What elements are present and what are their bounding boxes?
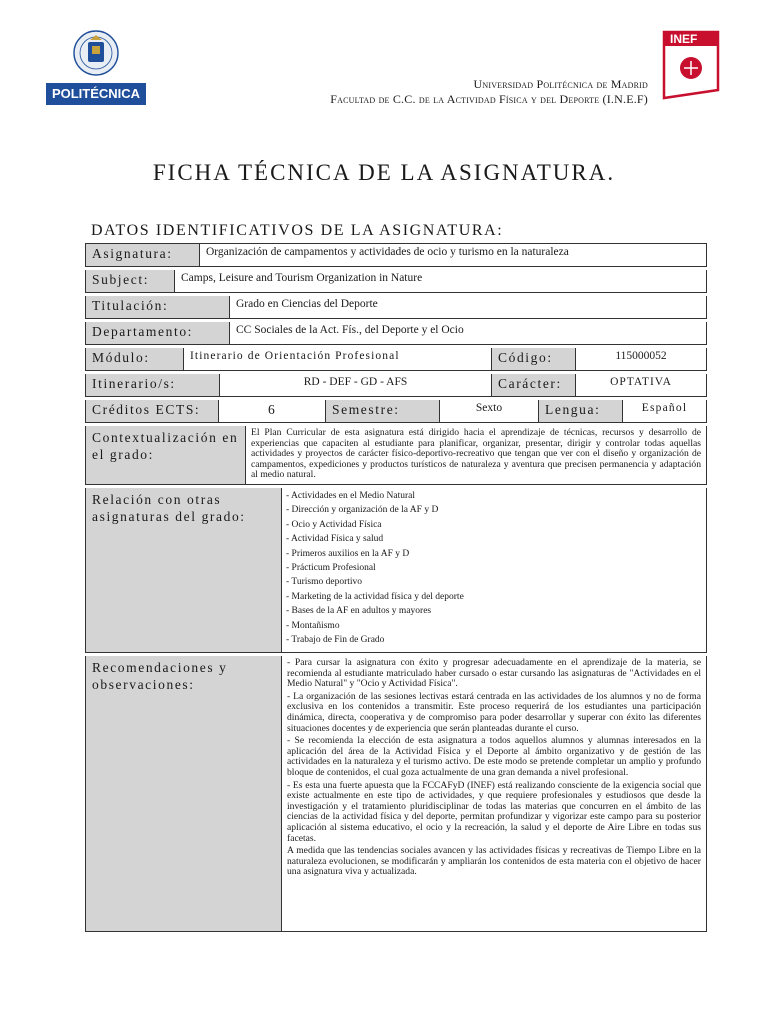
value-itinerario: RD - DEF - GD - AFS [220,374,492,396]
label-codigo: Código: [492,348,576,370]
row-subject [85,270,707,293]
label-creditos: Créditos ECTS: [86,400,219,422]
list-item: - Marketing de la actividad física y del deporte [286,591,464,602]
list-item: - Turismo deportivo [286,577,363,588]
row-itinerario [85,374,707,397]
value-creditos: 6 [219,400,326,422]
upm-logo-band [46,83,146,105]
label-itinerario: Itinerario/s: [86,374,220,396]
list-item: - Ocio y Actividad Física [286,519,382,530]
value-lengua: Español [641,402,688,414]
subject-data-table [85,243,707,935]
label-recomendaciones: Recomendaciones y observaciones: [86,656,282,931]
value-asignatura: Organización de campamentos y actividades de ocio y turismo en la naturaleza [206,246,569,258]
row-relacion [85,488,707,653]
label-relacion: Relación con otras asignaturas del grado: [86,488,282,652]
value-semestre: Sexto [440,400,539,422]
list-item: - Primeros auxilios en la AF y D [286,548,410,559]
recommendations-text [282,656,706,931]
row-contextualizacion [85,426,707,485]
list-item: - Bases de la AF en adultos y mayores [286,606,432,617]
label-asignatura: Asignatura: [86,244,200,266]
recommendation-paragraph: - La organización de las sesiones lectivas estará centrada en las actividades de los alumnos y no de forma exclusiva en los contenidos a transmitir. Este proceso requerirá de los estudiantes una participación dinámica, directa, cooperativa y de compromiso para poder desarrollar y superar con éxito las diferentes situaciones docentes y de experiencia que serán planteadas durante el curso. [287,690,701,734]
label-titulacion: Titulación: [86,296,230,318]
row-modulo [85,348,707,371]
list-item: - Montañismo [286,620,340,631]
section-title: DATOS IDENTIFICATIVOS DE LA ASIGNATURA: [91,222,504,239]
label-caracter: Carácter: [492,374,576,396]
value-titulacion: Grado en Ciencias del Deporte [236,298,378,310]
inef-logo-text: INEF [670,32,698,46]
related-subjects-list [282,488,706,648]
inef-logo [662,30,720,100]
institution-header [330,77,648,107]
list-item: - Trabajo de Fin de Grado [286,635,385,646]
value-departamento: CC Sociales de la Act. Fís., del Deporte y el Ocio [236,324,464,336]
related-subjects-list-container [282,488,706,652]
row-departamento [85,322,707,345]
row-recomendaciones [85,656,707,932]
faculty-name: Facultad de C.C. de la Actividad Física y del Deporte (I.N.E.F) [330,92,648,106]
recommendation-paragraph: - Para cursar la asignatura con éxito y progresar adecuadamente en el aprendizaje de la materia, se recomienda al estudiante matriculado haber cursado o estar cursando las asignaturas de "Actividades en el Medio Natural" y "Ocio y Actividad Física". [287,657,701,690]
label-contextualizacion: Contextualización en el grado: [86,426,246,484]
recommendation-paragraph: - Es esta una fuerte apuesta que la FCCAFyD (INEF) está realizando consciente de la exigencia social que existe actualmente en este tipo de actividades, y que requiere profesionales y estudiosos que desde la investigación y el tratamiento pluridisciplinar de todas las materias que concurren en el ámbito de las ciencias de la actividad física y del deporte, permitan profundizar y vigorizar este campo para su posterior aplicación al sistema educativo, el ocio y la recreación, la salud y el deporte de Aire Libre en todas sus facetas. [287,779,701,844]
upm-logo-text: POLITÉCNICA [51,86,141,101]
university-name: Universidad Politécnica de Madrid [473,77,648,91]
document-title: FICHA TÉCNICA DE LA ASIGNATURA. [152,160,616,185]
list-item: - Dirección y organización de la AF y D [286,505,439,516]
row-titulacion [85,296,707,319]
row-creditos [85,400,707,423]
label-modulo: Módulo: [86,348,184,370]
label-semestre: Semestre: [326,400,440,422]
label-lengua: Lengua: [539,400,623,422]
value-caracter: OPTATIVA [610,376,672,388]
list-item: - Prácticum Profesional [286,563,376,574]
recommendation-paragraph: - Se recomienda la elección de esta asignatura a todos aquellos alumnos y alumnas interesados en la aplicación del área de la Actividad Física y el Deporte al ámbito organizativo y de gestión de las actividades en la naturaleza y el turismo activo. De este modo se pretende completar un amplio y profundo bloque de contenidos, el cual goza actualmente de una gran demanda a nivel profesional. [287,735,701,778]
upm-logo [46,28,146,108]
value-modulo: Itinerario de Orientación Profesional [184,348,492,370]
list-item: - Actividades en el Medio Natural [286,491,416,501]
label-subject: Subject: [86,270,175,292]
recommendation-paragraph: A medida que las tendencias sociales avancen y las actividades físicas y recreativas de Tiempo Libre en la naturaleza evolucionen, se modificarán y ampliarán los contenidos de esta materia con el objetivo de hacer una asignatura viva y actualizada. [287,845,701,878]
value-contextualizacion: El Plan Curricular de esta asignatura está dirigido hacia el aprendizaje de técnicas, recursos y desarrollo de experiencias que capaciten al estudiante para planificar, organizar, presentar, dirigir y controlar todas aquellas actividades y proyectos de carácter físico-deportivo-recreativo que tengan que ver con el diseño y organización de campamentos, expediciones y productos turísticos de naturaleza y aventura que precisen permanencia y adaptación al medio natural. [251,427,701,481]
label-departamento: Departamento: [86,322,230,344]
list-item: - Actividad Física y salud [286,534,384,545]
row-asignatura [85,243,707,267]
value-subject: Camps, Leisure and Tourism Organization in Nature [181,272,423,284]
value-codigo: 115000052 [615,350,667,362]
